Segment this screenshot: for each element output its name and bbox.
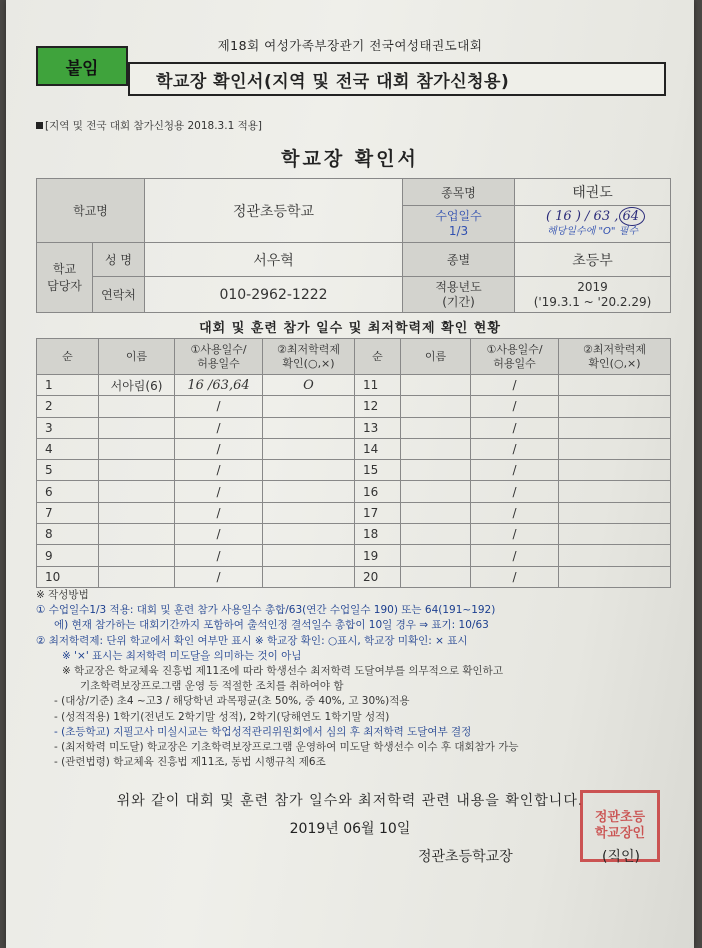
row-num: 2 — [37, 396, 99, 417]
row-days: / — [175, 545, 263, 566]
event-label: 종목명 — [403, 179, 515, 206]
year-value-line2: ('19.3.1 ~ '20.2.29) — [533, 294, 652, 309]
note-item: - (대상/기준) 초4 ~고3 / 해당학년 과목평균(초 50%, 중 40%, 고 30%)적용 — [54, 695, 410, 708]
col-minimum-right-line1: ②최저학력제 — [583, 342, 646, 356]
contact-value: 010-2962-1222 — [145, 277, 403, 313]
row-minimum-check — [263, 460, 355, 481]
col-minimum-line2: 확인(○,×) — [282, 356, 335, 370]
col-num-right: 순 — [355, 339, 401, 375]
row-days-right: / — [471, 545, 559, 566]
row-minimum-check — [263, 524, 355, 545]
row-name-right — [401, 396, 471, 417]
row-name-right — [401, 566, 471, 587]
table-row — [37, 481, 671, 502]
name-value: 서우혁 — [145, 243, 403, 277]
table-row — [37, 417, 671, 438]
note-item: 기초학력보장프로그램 운영 등 적절한 조치를 취하여야 함 — [80, 680, 344, 693]
staff-label-line1: 학교 — [52, 261, 77, 276]
note-item: ※ '×' 표시는 최저학력 미도달을 의미하는 것이 아님 — [62, 649, 302, 662]
attachment-badge: 붙임 — [36, 46, 128, 86]
row-days: / — [175, 417, 263, 438]
row-minimum-check-right — [559, 524, 671, 545]
row-name — [99, 438, 175, 459]
row-num-right: 15 — [355, 460, 401, 481]
row-days: / — [175, 524, 263, 545]
row-days: / — [175, 502, 263, 523]
row-num: 7 — [37, 502, 99, 523]
table-row — [37, 545, 671, 566]
staff-label-line2: 담당자 — [47, 278, 82, 293]
row-num: 3 — [37, 417, 99, 438]
row-num: 10 — [37, 566, 99, 587]
row-num: 6 — [37, 481, 99, 502]
row-name-right — [401, 375, 471, 396]
row-name-right — [401, 460, 471, 481]
attendance-value — [515, 206, 671, 243]
row-minimum-check: O — [263, 375, 355, 396]
col-minimum-right — [559, 339, 671, 375]
row-days-right: / — [471, 460, 559, 481]
notes-heading: ※ 작성방법 — [36, 589, 89, 601]
row-minimum-check — [263, 502, 355, 523]
handwritten-circle-mark — [619, 207, 645, 226]
note-item: - (성적적용) 1학기(전년도 2학기말 성적), 2학기(당해연도 1학기말 성적) — [54, 710, 390, 723]
col-minimum-right-line2: 확인(○,×) — [588, 356, 641, 370]
year-value-line1: 2019 — [577, 279, 608, 294]
row-name — [99, 417, 175, 438]
apply-note — [36, 118, 262, 133]
row-num-right: 13 — [355, 417, 401, 438]
row-num-right: 18 — [355, 524, 401, 545]
attendance-label-line2: 1/3 — [448, 224, 469, 238]
row-days-right: / — [471, 375, 559, 396]
note-item: - (최저학력 미도달) 학교장은 기초학력보장프로그램 운영하여 미도달 학생선수 이수 후 대회참가 가능 — [54, 741, 519, 754]
contact-label: 연락처 — [93, 277, 145, 313]
col-days-right-line1: ①사용일수/ — [486, 342, 543, 356]
row-num: 8 — [37, 524, 99, 545]
row-num-right: 17 — [355, 502, 401, 523]
row-days: / — [175, 396, 263, 417]
row-name — [99, 502, 175, 523]
row-days-right: / — [471, 566, 559, 587]
closing-statement: 위와 같이 대회 및 훈련 참가 일수와 최저학력 관련 내용을 확인합니다. — [116, 793, 584, 809]
row-minimum-check-right — [559, 438, 671, 459]
col-days-line2: 허용일수 — [197, 356, 240, 370]
row-days-right: / — [471, 396, 559, 417]
row-num-right: 16 — [355, 481, 401, 502]
division-label: 종별 — [403, 243, 515, 277]
table-row — [37, 375, 671, 396]
note-item: 에) 현재 참가하는 대회기간까지 포함하여 출석인정 결석일수 총합이 10일 경우 ⇒ 표기: 10/63 — [54, 619, 489, 632]
row-name — [99, 460, 175, 481]
row-days: / — [175, 460, 263, 481]
row-name-right — [401, 545, 471, 566]
row-minimum-check-right — [559, 417, 671, 438]
row-name-right — [401, 524, 471, 545]
school-value: 정관초등학교 — [145, 179, 403, 243]
row-days-right: / — [471, 438, 559, 459]
note-item: ※ 학교장은 학교체육 진흥법 제11조에 따라 학생선수 최저학력 도달여부를 의무적으로 확인하고 — [62, 665, 503, 678]
table-row — [37, 396, 671, 417]
row-num: 1 — [37, 375, 99, 396]
row-minimum-check — [263, 396, 355, 417]
note-item: ① 수업일수1/3 적용: 대회 및 훈련 참가 사용일수 총합/63(연간 수업일수 190) 또는 64(191~192) — [36, 604, 496, 617]
seal-text: 정관초등학교장인 — [594, 810, 646, 841]
row-minimum-check — [263, 566, 355, 587]
note-item: ② 최저학력제: 단위 학교에서 확인 여부만 표시 ※ 학교장 확인: ○표시, 학교장 미확인: × 표시 — [36, 634, 468, 647]
col-num: 순 — [37, 339, 99, 375]
row-name — [99, 396, 175, 417]
row-num: 4 — [37, 438, 99, 459]
table-row — [37, 438, 671, 459]
row-name-right — [401, 481, 471, 502]
principal-signature-line: 정관초등학교장 — [418, 849, 513, 865]
row-minimum-check-right — [559, 566, 671, 587]
row-minimum-check — [263, 481, 355, 502]
attendance-label — [403, 206, 515, 243]
event-title: 제18회 여성가족부장관기 전국여성태권도대회 — [217, 38, 483, 53]
col-days — [175, 339, 263, 375]
document-header: 학교장 확인서(지역 및 전국 대회 참가신청용) — [128, 62, 666, 96]
row-name — [99, 566, 175, 587]
row-days-right: / — [471, 502, 559, 523]
year-label-line1: 적용년도 — [435, 279, 482, 294]
row-name — [99, 524, 175, 545]
table-row — [37, 524, 671, 545]
col-days-right — [471, 339, 559, 375]
col-days-line1: ①사용일수/ — [190, 342, 247, 356]
table-row — [37, 566, 671, 587]
square-bullet-icon — [36, 122, 43, 129]
seal-label: (직인) — [602, 849, 640, 865]
row-days-right: / — [471, 417, 559, 438]
staff-label — [37, 243, 93, 313]
row-minimum-check-right — [559, 375, 671, 396]
row-name-right — [401, 417, 471, 438]
row-num-right: 11 — [355, 375, 401, 396]
participation-table — [36, 338, 671, 588]
writing-instructions — [36, 588, 676, 770]
note-item: - (관련법령) 학교체육 진흥법 제11조, 동법 시행규칙 제6조 — [54, 756, 326, 769]
row-num-right: 12 — [355, 396, 401, 417]
row-minimum-check — [263, 417, 355, 438]
row-name-right — [401, 438, 471, 459]
row-minimum-check-right — [559, 545, 671, 566]
year-value — [515, 277, 671, 313]
section-title: 대회 및 훈련 참가 일수 및 최저학력제 확인 현황 — [199, 321, 501, 336]
document-page — [6, 0, 694, 948]
row-name: 서아림(6) — [99, 375, 175, 396]
year-label — [403, 277, 515, 313]
info-grid — [36, 178, 671, 313]
row-num: 5 — [37, 460, 99, 481]
row-days-right: / — [471, 481, 559, 502]
row-days: / — [175, 566, 263, 587]
row-num-right: 19 — [355, 545, 401, 566]
attendance-label-line1: 수업일수 — [435, 209, 482, 223]
school-label: 학교명 — [37, 179, 145, 243]
row-name-right — [401, 502, 471, 523]
col-name-right: 이름 — [401, 339, 471, 375]
row-minimum-check — [263, 545, 355, 566]
row-name — [99, 481, 175, 502]
note-item: - (초등학교) 지필고사 미실시교는 학업성적관리위원회에서 심의 후 최저학력 도달여부 결정 — [54, 725, 472, 738]
row-days: 16 /63,64 — [175, 375, 263, 396]
row-days: / — [175, 438, 263, 459]
col-name: 이름 — [99, 339, 175, 375]
row-days-right: / — [471, 524, 559, 545]
event-value: 태권도 — [515, 179, 671, 206]
col-minimum-line1: ②최저학력제 — [277, 342, 340, 356]
attendance-value-text: ( 16 ) / 63 , 64 — [545, 209, 640, 224]
row-minimum-check-right — [559, 502, 671, 523]
document-title: 학교장 확인서 — [281, 148, 419, 170]
year-label-line2: (기간) — [442, 294, 475, 309]
row-num-right: 20 — [355, 566, 401, 587]
row-minimum-check-right — [559, 396, 671, 417]
apply-note-text: [지역 및 전국 대회 참가신청용 2018.3.1 적용] — [45, 120, 262, 132]
col-minimum — [263, 339, 355, 375]
document-date: 2019년 06월 10일 — [289, 821, 411, 837]
table-row — [37, 502, 671, 523]
attendance-note: 해당일수에 "O" 필수 — [546, 226, 639, 237]
row-minimum-check-right — [559, 460, 671, 481]
table-row — [37, 460, 671, 481]
division-value: 초등부 — [515, 243, 671, 277]
row-name — [99, 545, 175, 566]
row-days: / — [175, 481, 263, 502]
row-num: 9 — [37, 545, 99, 566]
row-minimum-check — [263, 438, 355, 459]
row-minimum-check-right — [559, 481, 671, 502]
row-num-right: 14 — [355, 438, 401, 459]
name-label: 성 명 — [93, 243, 145, 277]
col-days-right-line2: 허용일수 — [493, 356, 536, 370]
